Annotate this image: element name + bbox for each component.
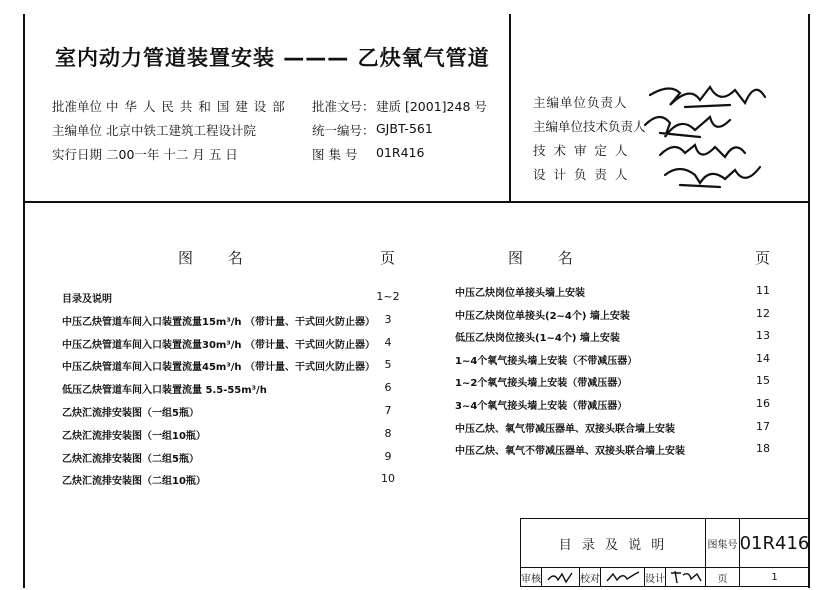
toc-col-name-right: 图 名: [508, 249, 573, 267]
responsible-label: 主编单位技术负责人: [533, 119, 646, 134]
toc-entry-page: 3: [384, 312, 392, 326]
toc-entry-name: 低压乙炔管道车间入口装置流量 5.5-55m³/h: [62, 385, 267, 397]
toc-entry-name: 1~4个氧气接头墙上安装（不带减压器）: [455, 355, 638, 367]
toc-entry-name: 1~2个氧气接头墙上安装（带减压器）: [455, 378, 628, 390]
frame-right: [808, 14, 810, 588]
unified-no: GJBT-561: [376, 121, 433, 136]
atlas-label: 图集号: [705, 518, 740, 568]
toc-entry-page: 14: [756, 351, 770, 365]
review-signature: [541, 567, 580, 587]
approval-doc: 建质 [2001]248 号: [376, 99, 487, 114]
toc-entry-page: 8: [384, 426, 392, 440]
editor-unit: 北京中铁工建筑工程设计院: [106, 123, 257, 138]
toc-entry-page: 10: [381, 472, 395, 486]
toc-entry-name: 中压乙炔岗位单接头墙上安装: [455, 288, 585, 299]
toc-entry-name: 3~4个氧气接头墙上安装（带减压器）: [455, 401, 628, 412]
toc-entry-page: 18: [756, 442, 770, 456]
unified-no-label: 统一编号：: [312, 123, 375, 138]
responsible-label: 技 术 审 定 人: [533, 143, 630, 158]
toc-entry-name: 乙炔汇流排安装图（二组5瓶）: [62, 453, 199, 465]
toc-entry-page: 1~2: [376, 290, 400, 303]
review-label: 审核: [520, 567, 542, 587]
design-signature: [665, 567, 706, 587]
toc-col-page-left: 页: [380, 249, 396, 267]
approval-unit: 中 华 人 民 共 和 国 建 设 部: [106, 99, 286, 114]
toc-entry-name: 乙炔汇流排安装图（二组10瓶）: [62, 476, 206, 488]
atlas-no-label: 图 集 号: [312, 147, 358, 162]
approval-doc-label: 批准文号：: [312, 99, 375, 114]
toc-entry-page: 4: [384, 335, 392, 349]
check-label: 校对: [579, 567, 601, 587]
toc-entry-page: 5: [384, 358, 392, 372]
toc-entry-page: 9: [384, 449, 392, 463]
toc-entry-name: 乙炔汇流排安装图（一组10瓶）: [62, 430, 206, 442]
toc-entry-page: 6: [384, 381, 392, 395]
header-divider: [23, 201, 810, 203]
responsible-label: 设 计 负 责 人: [533, 167, 630, 182]
toc-entry-page: 11: [756, 284, 770, 297]
editor-unit-label: 主编单位: [52, 123, 103, 138]
frame-left: [23, 14, 25, 588]
effective-date-label: 实行日期: [52, 147, 103, 162]
toc-col-name-left: 图 名: [178, 249, 243, 267]
toc-entry-page: 7: [384, 404, 392, 417]
signatures: [640, 75, 790, 190]
toc-entry-page: 17: [756, 419, 770, 433]
toc-entry-name: 中压乙炔管道车间入口装置流量30m³/h （带计量、干式回火防止器）: [62, 339, 375, 351]
approval-unit-label: 批准单位: [52, 99, 103, 114]
toc-entry-name: 中压乙炔管道车间入口装置流量15m³/h （带计量、干式回火防止器）: [62, 316, 375, 328]
toc-entry-name: 乙炔汇流排安装图（一组5瓶）: [62, 408, 199, 419]
check-signature: [600, 567, 645, 587]
design-label: 设计: [644, 567, 666, 587]
page-label: 页: [705, 567, 740, 587]
toc-entry-name: 低压乙炔岗位接头(1~4个) 墙上安装: [455, 333, 620, 345]
page-title: 室内动力管道装置安装 ——— 乙炔氧气管道: [55, 46, 490, 70]
toc-entry-name: 中压乙炔、氧气不带减压器单、双接头联合墙上安装: [455, 446, 685, 458]
toc-entry-name: 目录及说明: [62, 294, 112, 305]
toc-entry-page: 15: [756, 374, 770, 388]
header-vertical-divider: [509, 14, 511, 202]
toc-entry-name: 中压乙炔岗位单接头(2~4个) 墙上安装: [455, 310, 630, 322]
atlas-no: 01R416: [376, 145, 425, 160]
toc-entry-name: 中压乙炔管道车间入口装置流量45m³/h （带计量、干式回火防止器）: [62, 362, 375, 374]
page-no: 1: [739, 567, 810, 587]
effective-date: 二00一年 十二 月 五 日: [106, 147, 238, 162]
responsible-label: 主编单位负责人: [533, 95, 628, 110]
toc-entry-page: 13: [756, 329, 770, 343]
toc-entry-page: 16: [756, 397, 770, 410]
toc-entry-name: 中压乙炔、氧气带减压器单、双接头联合墙上安装: [455, 423, 675, 435]
drawing-title: 目 录 及 说 明: [520, 518, 706, 568]
toc-entry-page: 12: [756, 306, 770, 320]
toc-col-page-right: 页: [755, 249, 771, 267]
title-block-atlas-no: 01R416: [739, 518, 810, 568]
